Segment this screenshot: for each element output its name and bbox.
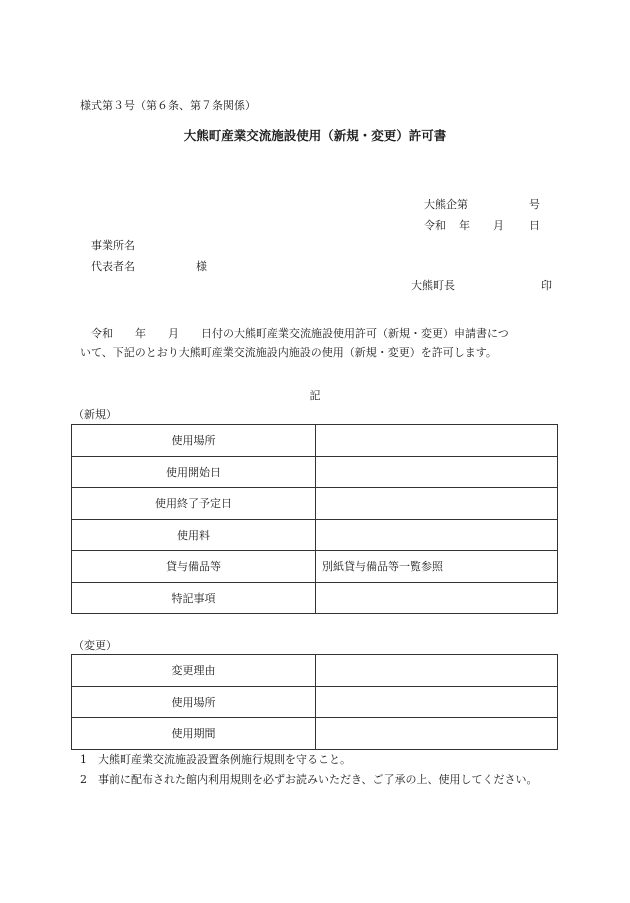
row-label-end-date: 使用終了予定日 [72,488,316,520]
ki-heading: 記 [309,389,321,402]
form-number: 様式第３号（第６条、第７条関係） [80,99,256,112]
issue-date-day: 日 [529,219,540,232]
row-label-location: 使用場所 [72,425,316,457]
new-section-heading: （新規） [73,408,117,421]
issue-date-year: 年 [459,219,470,232]
row-value-end-date [316,488,558,520]
row-value-change-reason [316,655,558,687]
row-label-equipment: 貸与備品等 [72,551,316,583]
body-text [80,324,554,362]
body-line-2: いて、下記のとおり大熊町産業交流施設内施設の使用（新規・変更）を許可します。 [80,346,497,359]
honorific: 様 [196,260,207,273]
table-row [72,488,558,520]
row-label-change-reason: 変更理由 [72,655,316,687]
row-value-location [316,425,558,457]
table-row [72,425,558,457]
issue-date-era: 令和 [424,219,446,232]
issue-number-prefix: 大熊企第 [424,198,468,211]
issuer-title: 大熊町長 [411,279,455,292]
row-label-remarks: 特記事項 [72,582,316,614]
body-line-1: 令和 年 月 日付の大熊町産業交流施設使用許可（新規・変更）申請書につ [91,327,509,340]
table-row [72,519,558,551]
seal-mark: 印 [541,279,552,292]
table-row [72,551,558,583]
row-label-period: 使用期間 [72,718,316,750]
row-label-fee: 使用料 [72,519,316,551]
row-value-remarks [316,582,558,614]
note-1: 1 大熊町産業交流施設設置条例施行規則を守ること。 [80,753,351,766]
row-value-start-date [316,456,558,488]
office-name-label: 事業所名 [91,239,135,252]
issue-number-suffix: 号 [529,198,540,211]
new-section-table [71,424,558,614]
representative-label: 代表者名 [91,260,135,273]
row-value-period [316,718,558,750]
issue-date-month: 月 [493,219,504,232]
document-title: 大熊町産業交流施設使用（新規・変更）許可書 [183,128,447,143]
row-value-equipment: 別紙貸与備品等一覧参照 [316,551,558,583]
table-row [72,582,558,614]
row-value-location [316,686,558,718]
row-label-location: 使用場所 [72,686,316,718]
change-section-heading: （変更） [73,639,117,652]
table-row [72,655,558,687]
change-section-table [71,654,558,750]
note-2: 2 事前に配布された館内利用規則を必ずお読みいただき、ご了承の上、使用してください。 [80,773,538,786]
row-value-fee [316,519,558,551]
table-row [72,718,558,750]
table-row [72,456,558,488]
table-row [72,686,558,718]
row-label-start-date: 使用開始日 [72,456,316,488]
